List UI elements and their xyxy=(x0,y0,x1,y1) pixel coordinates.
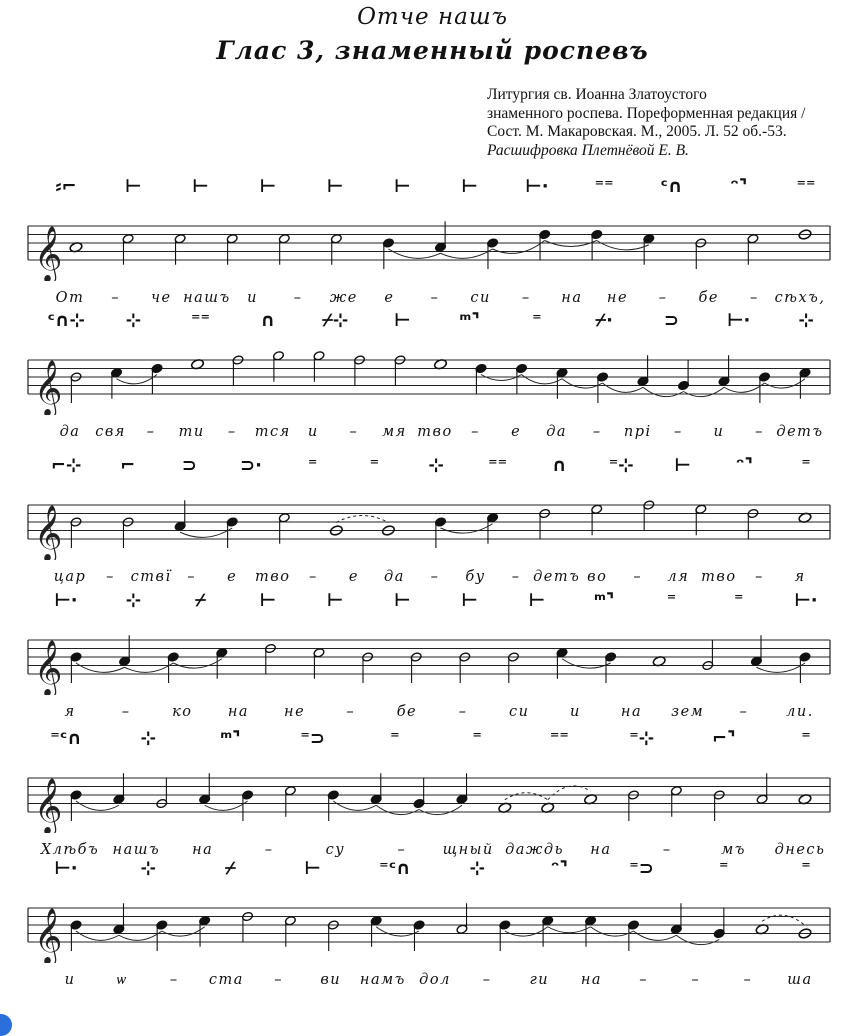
note xyxy=(70,920,82,951)
note xyxy=(327,920,339,951)
lyric-syllable: бе xyxy=(698,290,719,306)
slur xyxy=(562,659,611,668)
treble-clef-icon: 𝄞 xyxy=(34,908,63,963)
note xyxy=(410,652,422,683)
lyric-syllable: и xyxy=(307,424,319,440)
neume-sign: ⊢· xyxy=(794,590,818,611)
lyric-syllable: – xyxy=(293,290,303,306)
lyric-syllable: не xyxy=(606,290,629,306)
lyric-syllable: днесь xyxy=(774,842,826,858)
neume-sign: ∩ xyxy=(260,310,276,331)
slur xyxy=(603,383,644,392)
neume-sign: ⊹ xyxy=(140,728,156,749)
neume-row xyxy=(0,176,865,216)
neume-sign: ⊢· xyxy=(54,590,78,611)
neume-sign: ⊢ xyxy=(674,455,691,476)
note xyxy=(70,517,82,548)
lyric-syllable: на xyxy=(227,704,250,720)
staff xyxy=(0,345,865,415)
lyric-syllable: – xyxy=(521,290,531,306)
lyric-syllable: – xyxy=(111,290,120,306)
neume-sign: ⁼⊃ xyxy=(300,728,325,749)
lyrics-row xyxy=(0,972,865,1002)
note xyxy=(413,778,425,809)
transcription-credit: Расшифровка Плетнёвой Е. В. xyxy=(487,141,689,159)
note xyxy=(487,238,499,269)
lyric-syllable: е xyxy=(511,424,522,440)
slur xyxy=(205,801,248,810)
lyric-syllable: нашъ xyxy=(112,842,161,858)
neume-sign: ⊢ xyxy=(304,858,321,879)
lyric-syllable: – xyxy=(755,569,764,585)
neume-sign: ⁼⁼ xyxy=(191,310,211,331)
neume-sign: ⌐⌝ xyxy=(712,728,736,749)
lyric-syllable: тся xyxy=(254,424,291,440)
lyrics-row xyxy=(0,424,865,454)
note xyxy=(242,790,254,821)
neume-sign: ⌐ xyxy=(120,455,136,476)
neume-sign: ᵔ⌝ xyxy=(550,858,568,879)
slur xyxy=(376,927,419,936)
note xyxy=(394,355,406,386)
lyric-syllable: даждь xyxy=(505,842,564,858)
lyric-syllable: – xyxy=(691,972,701,988)
slur xyxy=(684,387,725,396)
neume-row xyxy=(0,858,865,898)
lyric-syllable: и xyxy=(569,704,581,720)
lyric-syllable: е xyxy=(227,569,238,585)
slur xyxy=(441,249,493,258)
lyric-syllable: на xyxy=(561,290,583,306)
neume-sign: ⁼ xyxy=(719,858,729,879)
lyric-syllable: От xyxy=(55,290,85,306)
neume-sign: ⌐⊹ xyxy=(50,455,82,476)
neume-sign: ⌿⊹ xyxy=(322,310,349,331)
slur xyxy=(76,801,119,810)
slur xyxy=(724,383,765,392)
slur xyxy=(162,927,205,936)
lyric-syllable: – xyxy=(430,569,440,585)
slur xyxy=(676,935,719,944)
lyric-syllable: ко xyxy=(172,704,193,720)
slur xyxy=(505,927,548,936)
dashed-slur xyxy=(505,793,548,800)
slur xyxy=(125,663,174,672)
page-subtitle: Глас 3, знаменный роспевъ xyxy=(216,36,649,65)
neume-sign: ⁼ xyxy=(390,728,400,749)
neume-row xyxy=(0,310,865,350)
neume-sign: ⁼⁼ xyxy=(594,176,614,197)
slur xyxy=(756,663,805,672)
staff xyxy=(0,763,865,833)
lyric-syllable: мя xyxy=(382,424,407,440)
neume-sign: ⁼⊃ xyxy=(629,858,654,879)
lyric-syllable: тво xyxy=(417,424,453,440)
lyric-syllable: – xyxy=(346,704,356,720)
neume-sign: ⁼ xyxy=(801,728,811,749)
note xyxy=(232,355,244,386)
treble-clef-icon: 𝄞 xyxy=(34,360,63,415)
lyric-syllable: на xyxy=(580,972,603,988)
note xyxy=(713,908,725,939)
note xyxy=(459,652,471,683)
neume-sign: ⊢ xyxy=(394,176,411,197)
lyric-syllable: – xyxy=(482,972,492,988)
lyric-syllable: бу xyxy=(465,569,486,585)
lyric-syllable: че xyxy=(150,290,172,306)
lyric-syllable: – xyxy=(739,704,749,720)
lyric-syllable: – xyxy=(592,424,602,440)
slur xyxy=(76,663,125,672)
lyric-syllable: и xyxy=(713,424,725,440)
lyric-syllable: я xyxy=(64,704,76,720)
lyric-syllable: и xyxy=(64,972,76,988)
lyric-syllable: свя xyxy=(95,424,126,440)
lyric-syllable: ѡ xyxy=(116,972,128,988)
lyric-syllable: на xyxy=(620,704,643,720)
slur xyxy=(333,801,376,810)
lyric-syllable: – xyxy=(511,569,521,585)
neume-sign: ⊹ xyxy=(469,858,485,879)
lyric-syllable: цар xyxy=(53,569,87,585)
note xyxy=(747,508,759,539)
slur xyxy=(76,931,119,940)
note xyxy=(327,790,339,821)
lyric-syllable: ти xyxy=(178,424,205,440)
dashed-slur xyxy=(336,516,388,523)
neume-sign: ⁼⁼ xyxy=(549,728,569,749)
note xyxy=(167,652,179,683)
lyric-syllable: – xyxy=(458,704,468,720)
lyric-syllable: на xyxy=(192,842,214,858)
lyric-syllable: – xyxy=(743,972,753,988)
note xyxy=(597,372,609,403)
note xyxy=(435,517,447,548)
lyric-syllable: прі xyxy=(623,424,652,440)
lyric-syllable: дол xyxy=(419,972,451,988)
neume-sign: ᵔ⌝ xyxy=(730,176,748,197)
neume-sign: ⁼ xyxy=(666,590,677,611)
neume-sign: ⊹ xyxy=(125,590,141,611)
lyric-syllable: намъ xyxy=(359,972,406,988)
lyric-syllable: – xyxy=(106,569,115,585)
neume-sign: ⊢ xyxy=(125,176,142,197)
neume-sign: ⊢ xyxy=(259,176,277,197)
staff xyxy=(0,211,865,281)
note xyxy=(151,363,163,394)
treble-clef-icon: 𝄞 xyxy=(34,505,63,560)
neume-sign: ᵐ⌝ xyxy=(220,728,241,749)
note xyxy=(702,640,714,671)
staff xyxy=(0,893,865,963)
lyric-syllable: – xyxy=(146,424,156,440)
lyric-syllable: – xyxy=(673,424,683,440)
note xyxy=(605,652,617,683)
neume-sign: ⁼ xyxy=(801,858,811,879)
neume-sign: ⁼ xyxy=(369,455,380,476)
slur xyxy=(597,241,649,250)
slur xyxy=(765,379,806,388)
lyric-syllable: ствї xyxy=(130,569,172,585)
note xyxy=(362,652,374,683)
lyric-syllable: – xyxy=(264,842,274,858)
note xyxy=(413,920,425,951)
page-title: Отче нашъ xyxy=(357,4,508,30)
lyric-syllable: детъ xyxy=(776,424,824,440)
lyric-syllable: тво xyxy=(701,569,737,585)
lyric-syllable: – xyxy=(755,424,764,440)
neume-sign: ᶜ∩⊹ xyxy=(47,310,85,331)
corner-badge xyxy=(0,1014,12,1036)
note xyxy=(122,517,134,548)
lyric-syllable: – xyxy=(662,842,672,858)
lyric-syllable: ли. xyxy=(786,704,814,720)
note xyxy=(516,363,528,394)
neume-sign: ⁼ xyxy=(801,455,811,476)
slur xyxy=(388,249,440,258)
note xyxy=(354,355,366,386)
lyric-syllable: – xyxy=(397,842,407,858)
staff xyxy=(0,490,865,560)
note xyxy=(643,500,655,531)
neume-sign: ᵐ⌝ xyxy=(459,310,480,331)
lyric-syllable: е xyxy=(348,569,359,585)
neume-sign: ᵔ⌝ xyxy=(735,455,753,476)
neume-sign: ⊃ xyxy=(181,455,197,476)
lyric-syllable: детъ xyxy=(533,569,581,585)
neume-sign: ⊢· xyxy=(54,858,78,879)
note xyxy=(382,238,394,269)
slur xyxy=(522,375,563,384)
slur xyxy=(180,528,232,537)
lyric-syllable: – xyxy=(308,569,318,585)
lyric-syllable: – xyxy=(750,290,759,306)
note xyxy=(591,229,603,260)
note xyxy=(242,911,254,942)
neume-sign: ⊹ xyxy=(140,858,156,879)
lyric-syllable: си xyxy=(508,704,530,720)
lyric-syllable: – xyxy=(187,569,197,585)
slur xyxy=(591,927,634,936)
note xyxy=(759,372,771,403)
lyric-syllable: – xyxy=(121,704,131,720)
slur xyxy=(562,379,603,388)
neume-sign: ⁼⁼ xyxy=(796,176,816,197)
lyric-syllable: да xyxy=(546,424,568,440)
lyric-syllable: да xyxy=(384,569,405,585)
lyric-syllable: ля xyxy=(667,569,690,585)
source-line: знаменного роспева. Пореформенная редакция / xyxy=(487,104,806,122)
slur xyxy=(548,927,591,933)
neume-sign: ⊢ xyxy=(394,310,411,331)
lyric-syllable: сѣхъ, xyxy=(774,290,826,306)
note xyxy=(226,517,238,548)
note xyxy=(799,652,811,683)
neume-sign: ⊢ xyxy=(259,590,277,611)
neume-sign: ⊹ xyxy=(428,455,444,476)
lyric-syllable: – xyxy=(430,290,440,306)
neume-sign: ᵐ⌝ xyxy=(593,590,615,611)
lyric-syllable: я xyxy=(794,569,806,585)
neume-row xyxy=(0,455,865,495)
neume-sign: ⊢ xyxy=(326,176,344,197)
lyric-syllable: Хлѣбъ xyxy=(40,842,100,858)
neume-sign: ⌿ xyxy=(195,590,206,611)
lyric-syllable: зем xyxy=(671,704,705,720)
lyric-syllable: во xyxy=(587,569,608,585)
slur xyxy=(173,659,222,668)
dashed-slur xyxy=(548,786,591,800)
treble-clef-icon: 𝄞 xyxy=(34,226,63,281)
note xyxy=(539,508,551,539)
note xyxy=(70,790,82,821)
note xyxy=(695,238,707,269)
lyric-syllable: – xyxy=(349,424,359,440)
neume-row xyxy=(0,728,865,768)
note xyxy=(507,652,519,683)
lyric-syllable: – xyxy=(658,290,668,306)
note xyxy=(156,920,168,951)
lyric-syllable: тво xyxy=(255,569,291,585)
staff xyxy=(0,625,865,695)
neume-sign: ⁼ᶜ∩ xyxy=(50,728,82,749)
neume-sign: ⊃· xyxy=(240,455,262,476)
note xyxy=(156,778,168,809)
neume-sign: ⁼ xyxy=(532,310,542,331)
neume-sign: ⊢· xyxy=(525,176,549,197)
slur xyxy=(119,931,162,940)
neume-sign: ⌿· xyxy=(595,310,613,331)
lyric-syllable: – xyxy=(471,424,480,440)
neume-sign: ⁼ xyxy=(733,590,744,611)
note xyxy=(264,643,276,674)
lyric-syllable: су xyxy=(325,842,346,858)
neume-sign: ⊹ xyxy=(125,310,141,331)
note xyxy=(475,363,487,394)
lyric-syllable: ста xyxy=(208,972,244,988)
slur xyxy=(419,805,462,814)
note xyxy=(499,920,511,951)
neume-sign: ⁼⁼ xyxy=(488,455,508,476)
neume-sign: ⌿ xyxy=(225,858,236,879)
lyric-syllable: на xyxy=(590,842,612,858)
neume-sign: ⁼⊹ xyxy=(629,728,654,749)
note xyxy=(539,229,551,260)
lyric-syllable: ви xyxy=(320,972,342,988)
lyric-syllable: – xyxy=(639,972,648,988)
treble-clef-icon: 𝄞 xyxy=(34,640,63,695)
source-line: Сост. М. Макаровская. М., 2005. Л. 52 об.-53. xyxy=(487,123,787,140)
neume-sign: ⊢· xyxy=(727,310,751,331)
lyric-syllable: си xyxy=(470,290,491,306)
neume-sign: ⊹ xyxy=(798,310,814,331)
note xyxy=(678,360,690,391)
neume-sign: ᶜ∩ xyxy=(660,176,683,197)
neume-sign: ⊃ xyxy=(663,310,679,331)
neume-sign: ∩ xyxy=(552,455,567,476)
lyric-syllable: да xyxy=(59,424,81,440)
lyric-syllable: нашъ xyxy=(183,290,231,306)
lyric-syllable: – xyxy=(227,424,237,440)
slur xyxy=(441,524,493,533)
note xyxy=(713,790,725,821)
lyric-syllable: – xyxy=(633,569,643,585)
lyric-syllable: же xyxy=(329,290,358,306)
source-line: Литургия св. Иоанна Златоустого xyxy=(487,86,707,103)
slur xyxy=(117,375,158,384)
treble-clef-icon: 𝄞 xyxy=(34,778,63,833)
neume-sign: ⁼ xyxy=(307,455,318,476)
lyric-syllable: – xyxy=(169,972,179,988)
lyric-syllable: ги xyxy=(529,972,550,988)
lyric-syllable: и xyxy=(247,290,258,306)
note xyxy=(627,790,639,821)
slur xyxy=(643,387,684,396)
lyric-syllable: – xyxy=(274,972,283,988)
lyric-syllable: мъ xyxy=(721,842,746,858)
neume-sign: ⊢ xyxy=(461,590,478,611)
slur xyxy=(376,805,419,814)
neume-sign: ⊢ xyxy=(326,590,344,611)
lyric-syllable: ша xyxy=(787,972,813,988)
neume-sign: ⊢ xyxy=(192,176,209,197)
neume-sign: ⊢ xyxy=(394,590,411,611)
neume-sign: ⊢ xyxy=(528,590,546,611)
neume-sign: ⁼⊹ xyxy=(608,455,634,476)
note xyxy=(627,920,639,951)
lyric-syllable: бе xyxy=(396,704,418,720)
slur xyxy=(633,931,676,940)
neume-row xyxy=(0,590,865,630)
neume-sign: ⁼ xyxy=(472,728,482,749)
note xyxy=(70,652,82,683)
lyric-syllable: е xyxy=(384,290,395,306)
lyric-syllable: щный xyxy=(442,842,494,858)
note xyxy=(70,372,82,403)
lyric-syllable: не xyxy=(284,704,306,720)
neume-sign: ⁼ᶜ∩ xyxy=(379,858,411,879)
neume-sign: ⸗⌐ xyxy=(55,176,77,197)
neume-sign: ⊢ xyxy=(461,176,478,197)
